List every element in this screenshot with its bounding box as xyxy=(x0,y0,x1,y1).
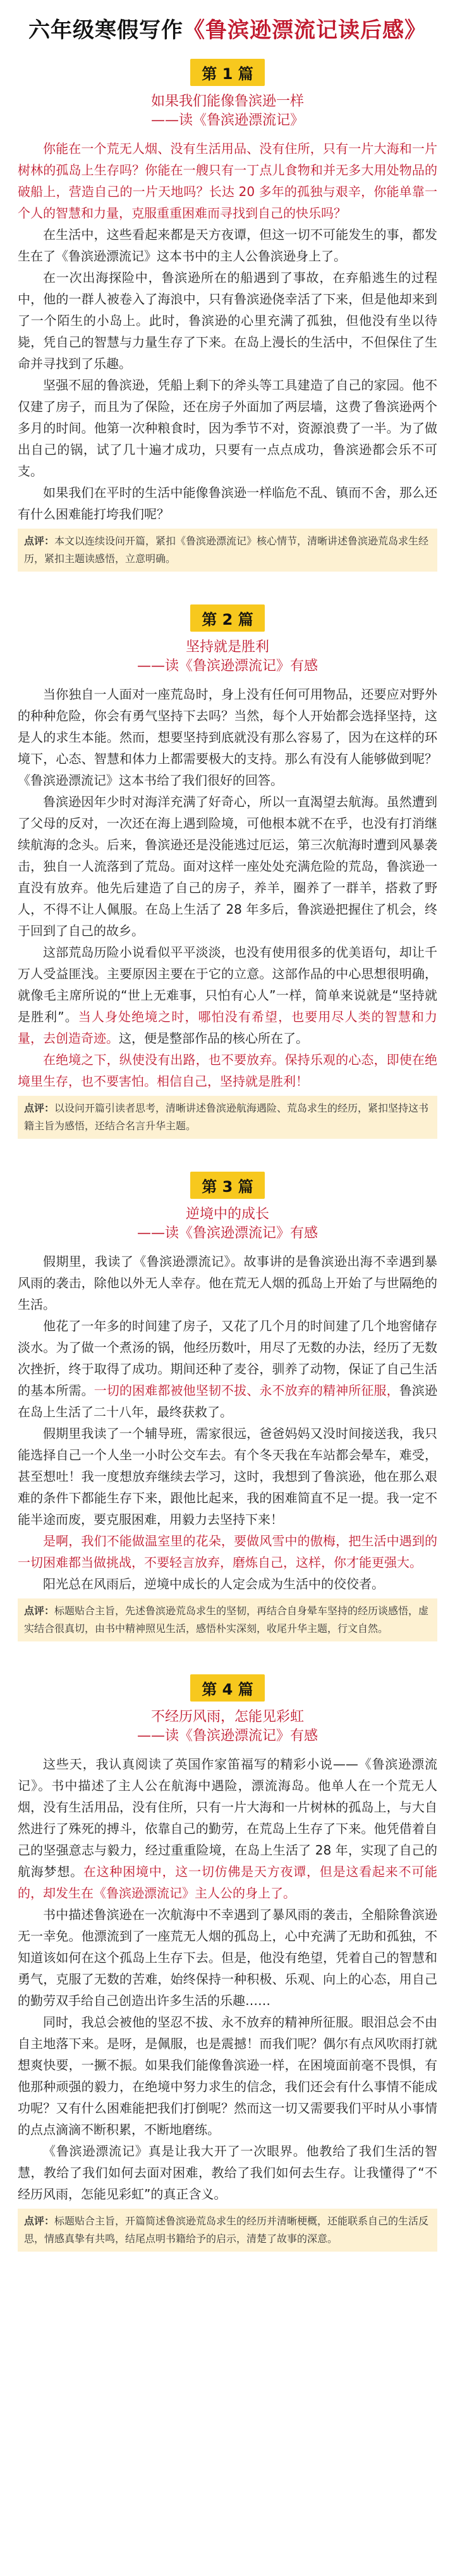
essay-paragraph: 在生活中，这些看起来都是天方夜谭，但这一切不可能发生的事，都发生在了《鲁滨逊漂流记》这本书中的主人公鲁滨逊身上了。 xyxy=(18,227,437,264)
comment-label: 点评： xyxy=(24,1605,55,1617)
comment-text: 标题贴合主旨，先述鲁滨逊荒岛求生的坚韧，再结合自身晕车坚持的经历谈感悟，虚实结合很真切，由书中精神照见生活，感悟朴实深刻，收尾升华主题，行文自然。 xyxy=(24,1605,429,1635)
paragraph-text: 这部荒岛历险小说看似平平淡淡，也没有使用很多的优美语句，却让千万人受益匪浅。主要原因主要在于它的立意。这部作品的中心思想很明确，就像毛主席所说的“世上无难事，只怕有心人”一样，简单来说就是“坚持就是胜利”。 xyxy=(18,945,437,1024)
essay-4 xyxy=(18,1674,437,2252)
essay-badge: 第 2 篇 xyxy=(190,604,264,632)
comment-text: 标题贴合主旨，开篇简述鲁滨逊荒岛求生的经历并清晰梗概，还能联系自己的生活反思，情感真挚有共鸣，结尾点明书籍给予的启示，清楚了故事的深意。 xyxy=(24,2215,429,2245)
essay-comment xyxy=(18,1096,437,1139)
essay-paragraph: 坚强不屈的鲁滨逊，凭船上剩下的斧头等工具建造了自己的家园。他不仅建了房子，而且为了保险，还在房子外面加了两层墙，这费了鲁滨逊两个多月的时间。他第一次种粮食时，因为季节不对，资源浪费了一半。为了做出自己的锅，试了几十遍才成功，只要有一点点成功，鲁滨逊都会乐不可支。 xyxy=(18,377,437,479)
essay-1 xyxy=(18,59,437,572)
essay-title-main: 逆境中的成长 xyxy=(185,1206,269,1222)
paragraph-text: 这些天，我认真阅读了英国作家笛福写的精彩小说——《鲁滨逊漂流记》。书中描述了主人公在航海中遇险，漂流海岛。他单人在一个荒无人烟，没有生活用品，没有住所，只有一片大海和一片树林的孤岛上，与大自然进行了殊死的搏斗，依靠自己的勤劳，在荒岛上生存了下来。他凭借着自己的坚强意志与毅力，经过重重险境，在岛上生活了 28 年，实现了自己的航海梦想。 xyxy=(18,1757,437,1879)
essay-paragraph: 《鲁滨逊漂流记》真是让我大开了一次眼界。他教给了我们生活的智慧，教给了我们如何去面对困难，教给了我们如何去生存。让我懂得了“不经历风雨，怎能见彩虹”的真正含义。 xyxy=(18,2144,437,2202)
essay-badge: 第 3 篇 xyxy=(190,1172,264,1199)
essay-3 xyxy=(18,1172,437,1641)
essay-paragraph: 阳光总在风雨后，逆境中成长的人定会成为生活中的佼佼者。 xyxy=(43,1576,384,1592)
highlight-text: 一切的困难都被他坚韧不拔、永不放弃的精神所征服， xyxy=(94,1383,399,1398)
comment-text: 以设问开篇引读者思考，清晰讲述鲁滨逊航海遇险、荒岛求生的经历，紧扣坚持这书籍主旨为感悟，还结合名言升华主题。 xyxy=(24,1102,429,1132)
essay-paragraph: 假期里我读了一个辅导班，需家很远，爸爸妈妈又没时间接送我，我只能选择自己一个人坐一小时公交车去。有个冬天我在车站都会晕车，难受，甚至想吐！我一度想放弃继续去学习，这时，我想到了鲁滨逊，他在那么艰难的条件下都能生存下来，跟他比起来，我的困难简直不足一提。我一定不能半途而废，要克服困难，用毅力去坚持下来！ xyxy=(18,1426,437,1527)
essay-paragraph xyxy=(18,941,437,1049)
paragraph-text: 他花了一年多的时间建了房子，又花了几个月的时间建了几个地窖储存淡水。为了做一个煮汤的锅，他经历数叶，用尽了无数的办法，经历了无数次挫折，终于取得了成功。期间还种了麦谷，驯养了动物，保证了自己生活的基本所需。 xyxy=(18,1318,437,1398)
essay-subtitle: ——读《鲁滨逊漂流记》有感 xyxy=(136,1728,318,1744)
essay-paragraph: 在一次出海探险中，鲁滨逊所在的船遇到了事故，在弃船逃生的过程中，他的一群人被卷入了海浪中，只有鲁滨逊侥幸活了下来，但是他却来到了一个陌生的小岛上。此时，鲁滨逊的心里充满了孤独，但他没有坐以待毙，凭自己的智慧与力量生存了下来。在岛上漫长的生活中，不但保住了生命并寻找到了乐趣。 xyxy=(18,270,437,371)
essay-subtitle: ——读《鲁滨逊漂流记》有感 xyxy=(136,1225,318,1241)
paragraph-text: 这，便是整部作品的核心所在了。 xyxy=(119,1031,308,1046)
essay-title xyxy=(18,638,437,676)
comment-label: 点评： xyxy=(24,535,55,547)
essay-badge: 第 4 篇 xyxy=(190,1674,264,1702)
essay-paragraph: 鲁滨逊因年少时对海洋充满了好奇心，所以一直渴望去航海。虽然遭到了父母的反对，一次还在海上遇到险境，可他根本就不在乎，也没有打消继续航海的念头。后来，鲁滨逊还是没能逃过厄运，第三次航海时遭到风暴袭击，独自一人流落到了荒岛。面对这样一座处处充满危险的荒岛，鲁滨逊一直没有放弃。他先后建造了自己的房子，养羊，圈养了一群羊，搭救了野人，不得不让人佩服。在岛上生活了 28 年多后，鲁滨逊把握住了机会，终于回到了自己的故乡。 xyxy=(18,794,437,938)
document-title-part1: 六年级寒假写作 xyxy=(28,18,183,43)
paragraph-text: 鲁滨逊在岛上生活了二十八年，最终获救了。 xyxy=(18,1383,437,1420)
essay-paragraph xyxy=(18,1315,437,1423)
essay-paragraph: 如果我们在平时的生活中能像鲁滨逊一样临危不乱、镇而不舍，那么还有什么困难能打垮我们呢？ xyxy=(18,485,437,522)
essay-paragraph: 书中描述鲁滨逊在一次航海中不幸遇到了暴风雨的袭击，全船除鲁滨逊无一幸免。他漂流到了一座荒无人烟的孤岛上，心中充满了无助和孤独，不知道该如何在这个孤岛上生存下去。但是，他没有绝望，凭着自己的智慧和勇气，克服了无数的苦难，始终保持一种积极、乐观、向上的心态，用自己的勤劳双手给自己创造出许多生活的乐趣…… xyxy=(18,1907,437,2008)
comment-text: 本文以连续设问开篇，紧扣《鲁滨逊漂流记》核心情节，清晰讲述鲁滨逊荒岛求生经历，紧扣主题读感悟，立意明确。 xyxy=(24,535,429,565)
essay-paragraph: 同时，我总会被他的坚忍不拔、永不放弃的精神所征服。眼泪总会不由自主地落下来。是呀，是佩服，也是震撼！而我们呢？偶尔有点风吹雨打就想爽快要，一撅不振。如果我们能像鲁滨逊一样，在困境面前毫不畏惧，有他那种顽强的毅力，在绝境中努力求生的信念，我们还会有什么事情不能成功呢？又有什么困难能把我们打倒呢？然而这一切又需要我们平时从小事情的点点滴滴不断积累，不断地磨练。 xyxy=(18,2015,437,2137)
essay-paragraph xyxy=(18,1753,437,1904)
document-title-part2: 《鲁滨逊漂流记读后感》 xyxy=(183,18,427,43)
comment-label: 点评： xyxy=(24,2215,55,2227)
essay-title-main: 坚持就是胜利 xyxy=(185,639,269,655)
essay-subtitle: ——读《鲁滨逊漂流记》 xyxy=(150,113,304,128)
essay-paragraph: 你能在一个荒无人烟、没有生活用品、没有住所，只有一片大海和一片树林的孤岛上生存吗？你能在一艘只有一丁点儿食物和并无多大用处物品的破船上，营造自己的一片天地吗？长达 20 多年的孤独与艰辛，你能单靠一个人的智慧和力量，克服重重困难而寻找到自己的快乐吗？ xyxy=(18,141,437,221)
essay-comment xyxy=(18,1598,437,1641)
highlight-text: 当人身处绝境之时，哪怕没有希望，也要用尽人类的智慧和力量，去创造奇迹。 xyxy=(18,1009,437,1046)
essay-title-main: 如果我们能像鲁滨逊一样 xyxy=(150,94,304,109)
essay-badge: 第 1 篇 xyxy=(190,59,264,86)
essay-paragraph: 是啊，我们不能做温室里的花朵，要做风雪中的傲梅，把生活中遇到的一切困难都当做挑战，不要轻言放弃，磨炼自己，这样，你才能更强大。 xyxy=(18,1533,437,1570)
essay-title xyxy=(18,92,437,130)
essay-comment xyxy=(18,529,437,572)
essay-paragraph: 假期里，我读了《鲁滨逊漂流记》。故事讲的是鲁滨逊出海不幸遇到暴风雨的袭击，除他以外无人幸存。他在荒无人烟的孤岛上开始了与世隔绝的生活。 xyxy=(18,1254,437,1312)
essay-title xyxy=(18,1708,437,1746)
highlight-text: 在这种困境中，这一切仿佛是天方夜谭，但是这看起来不可能的，却发生在《鲁滨逊漂流记》主人公的身上了。 xyxy=(18,1864,438,1901)
essay-paragraph: 在绝境之下，纵使没有出路，也不要放弃。保持乐观的心态，即使在绝境里生存，也不要害怕。相信自己，坚持就是胜利！ xyxy=(18,1052,437,1089)
essay-2 xyxy=(18,604,437,1139)
essay-title xyxy=(18,1205,437,1243)
document-title xyxy=(18,13,437,44)
essay-subtitle: ——读《鲁滨逊漂流记》有感 xyxy=(136,658,318,674)
comment-label: 点评： xyxy=(24,1102,55,1114)
essay-paragraph: 当你独自一人面对一座荒岛时，身上没有任何可用物品，还要应对野外的种种危险，你会有勇气坚持下去吗？当然，每个人开始都会选择坚持，这是人的求生本能。然而，想要坚持到底就没有那么容易了，因为在这样的环境下，心态、智慧和体力上都需要极大的支持。那么有没有人能够做到呢？《鲁滨逊漂流记》这本书给了我们很好的回答。 xyxy=(18,687,437,788)
essay-comment xyxy=(18,2209,437,2252)
essay-title-main: 不经历风雨，怎能见彩虹 xyxy=(150,1709,304,1725)
